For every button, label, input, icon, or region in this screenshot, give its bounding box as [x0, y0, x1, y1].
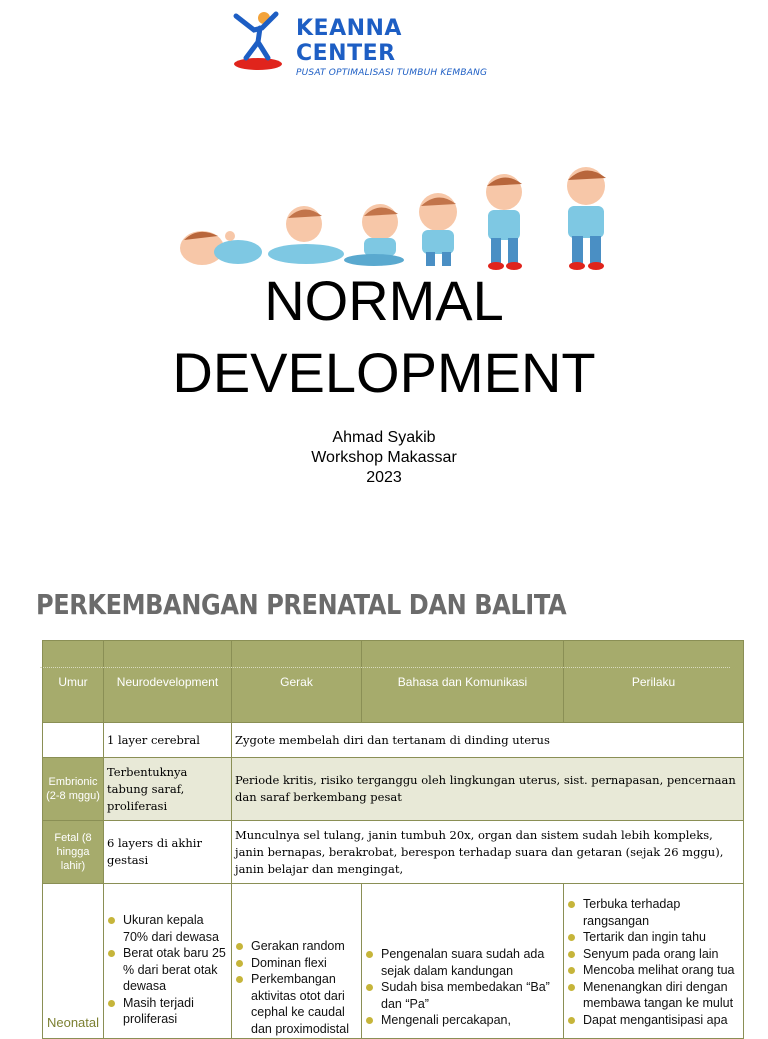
event-name: Workshop Makassar: [311, 449, 457, 466]
row-neuro: 6 layers di akhir gestasi: [104, 821, 232, 884]
logo-figure-icon: [228, 6, 294, 76]
keanna-logo: [228, 6, 494, 76]
list-item: Sudah bisa membedakan “Ba” dan “Pa”: [363, 979, 562, 1012]
list-item: Masih terjadi proliferasi: [105, 995, 230, 1028]
development-table: [42, 640, 744, 1039]
list-item: Perkembangan aktivitas otot dari cephal ke caudal dan proximodistal: [233, 971, 360, 1037]
toddler-icon: [486, 174, 522, 270]
logo-name: KEANNA CENTER: [296, 16, 402, 66]
header-neurodevelopment: Neurodevelopment: [104, 641, 232, 723]
baby-standing-icon: [419, 193, 457, 266]
table-row: [43, 723, 744, 758]
baby-lying-icon: [180, 231, 262, 265]
baby-crawling-icon: [268, 206, 344, 264]
neonatal-neuro-cell: [104, 884, 232, 1039]
header-bahasa: Bahasa dan Komunikasi: [362, 641, 564, 723]
header-perilaku: Perilaku: [564, 641, 744, 723]
row-description: Periode kritis, risiko terganggu oleh lingkungan uterus, sist. pernapasan, pencernaan dan saraf berkembang pesat: [232, 758, 744, 821]
header-umur: Umur: [43, 641, 104, 723]
event-year: 2023: [366, 469, 402, 486]
baby-growth-illustration: [176, 166, 622, 272]
presenter-name: Ahmad Syakib: [332, 429, 436, 446]
row-age: Germinal (konsepsi: [43, 723, 104, 758]
row-age: Fetal (8 hingga lahir): [43, 821, 104, 884]
list-item: Ukuran kepala 70% dari dewasa: [105, 912, 230, 945]
table-row-neonatal: [43, 884, 744, 1039]
list-item: Tertarik dan ingin tahu: [565, 929, 742, 946]
list-item: Mengenali percakapan,: [363, 1012, 562, 1029]
main-title-line1: NORMAL: [264, 269, 504, 332]
list-item: Terbuka terhadap rangsangan: [565, 896, 742, 929]
row-neuro: 1 layer cerebral: [104, 723, 232, 758]
table-header-row: [43, 641, 744, 723]
row-age-neonatal: Neonatal: [43, 884, 104, 1039]
list-item: Berat otak baru 25 % dari berat otak dewasa: [105, 945, 230, 995]
neonatal-bahasa-cell: [362, 884, 564, 1039]
row-description: Munculnya sel tulang, janin tumbuh 20x, organ dan sistem sudah lebih kompleks, janin bernapas, berakrobat, berespon terhadap suara dan getaran (sejak 26 mggu), janin belajar dan mengingat,: [232, 821, 744, 884]
list-item: Mencoba melihat orang tua: [565, 962, 742, 979]
main-title-line2: DEVELOPMENT: [172, 341, 596, 404]
header-dotted-divider: [40, 667, 730, 668]
logo-tagline: PUSAT OPTIMALISASI TUMBUH KEMBANG: [296, 68, 488, 78]
row-neuro: Terbentuknya tabung saraf, proliferasi: [104, 758, 232, 821]
list-item: Dapat mengantisipasi apa: [565, 1012, 742, 1029]
row-description: Zygote membelah diri dan tertanam di dinding uterus: [232, 723, 744, 758]
child-icon: [567, 167, 606, 270]
neonatal-gerak-cell: [232, 884, 362, 1039]
list-item: Senyum pada orang lain: [565, 946, 742, 963]
list-item: Gerakan random: [233, 938, 360, 955]
section-title: PERKEMBANGAN PRENATAL DAN BALITA: [36, 588, 567, 621]
header-gerak: Gerak: [232, 641, 362, 723]
baby-sitting-icon: [344, 204, 404, 266]
row-age: Embrionic (2-8 mggu): [43, 758, 104, 821]
list-item: Dominan flexi: [233, 955, 360, 972]
table-row: [43, 758, 744, 821]
table-row: [43, 821, 744, 884]
list-item: Pengenalan suara sudah ada sejak dalam kandungan: [363, 946, 562, 979]
list-item: Menenangkan diri dengan membawa tangan ke mulut: [565, 979, 742, 1012]
neonatal-perilaku-cell: [564, 884, 744, 1039]
